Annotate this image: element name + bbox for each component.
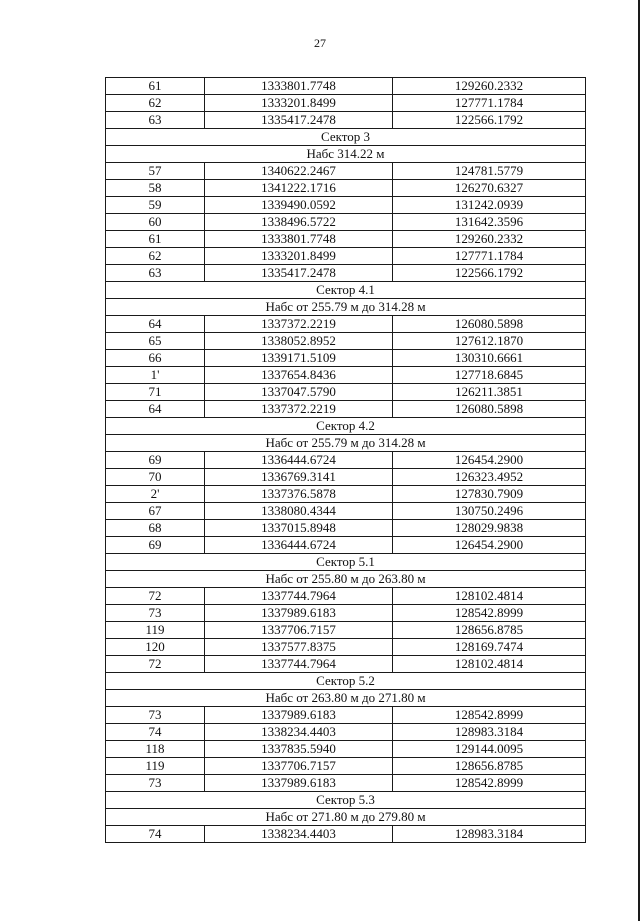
y-coordinate-cell: 127718.6845 xyxy=(393,367,586,384)
table-row xyxy=(106,78,586,95)
table-row xyxy=(106,503,586,520)
point-number-cell: 65 xyxy=(106,333,205,350)
point-number-cell: 69 xyxy=(106,537,205,554)
table-row xyxy=(106,163,586,180)
table-row xyxy=(106,605,586,622)
x-coordinate-cell: 1341222.1716 xyxy=(205,180,393,197)
y-coordinate-cell: 127771.1784 xyxy=(393,95,586,112)
sector-title: Сектор 5.2 xyxy=(106,673,586,690)
point-number-cell: 118 xyxy=(106,741,205,758)
point-number-cell: 68 xyxy=(106,520,205,537)
x-coordinate-cell: 1337577.8375 xyxy=(205,639,393,656)
x-coordinate-cell: 1337372.2219 xyxy=(205,316,393,333)
point-number-cell: 59 xyxy=(106,197,205,214)
x-coordinate-cell: 1335417.2478 xyxy=(205,112,393,129)
x-coordinate-cell: 1336769.3141 xyxy=(205,469,393,486)
y-coordinate-cell: 131642.3596 xyxy=(393,214,586,231)
point-number-cell: 2' xyxy=(106,486,205,503)
y-coordinate-cell: 126323.4952 xyxy=(393,469,586,486)
table-row xyxy=(106,248,586,265)
sector-title-row xyxy=(106,282,586,299)
sector-elevation: Набс от 255.80 м до 263.80 м xyxy=(106,571,586,588)
table-row xyxy=(106,741,586,758)
table-row xyxy=(106,724,586,741)
y-coordinate-cell: 128029.9838 xyxy=(393,520,586,537)
y-coordinate-cell: 131242.0939 xyxy=(393,197,586,214)
x-coordinate-cell: 1338080.4344 xyxy=(205,503,393,520)
y-coordinate-cell: 126211.3851 xyxy=(393,384,586,401)
table-row xyxy=(106,384,586,401)
sector-title: Сектор 3 xyxy=(106,129,586,146)
page-number: 27 xyxy=(314,36,326,50)
point-number-cell: 71 xyxy=(106,384,205,401)
table-row xyxy=(106,231,586,248)
table-row xyxy=(106,452,586,469)
y-coordinate-cell: 130750.2496 xyxy=(393,503,586,520)
y-coordinate-cell: 128542.8999 xyxy=(393,775,586,792)
table-row xyxy=(106,316,586,333)
table-row xyxy=(106,401,586,418)
point-number-cell: 63 xyxy=(106,112,205,129)
point-number-cell: 73 xyxy=(106,605,205,622)
x-coordinate-cell: 1340622.2467 xyxy=(205,163,393,180)
x-coordinate-cell: 1337372.2219 xyxy=(205,401,393,418)
x-coordinate-cell: 1337376.5878 xyxy=(205,486,393,503)
point-number-cell: 120 xyxy=(106,639,205,656)
sector-elevation: Набс от 271.80 м до 279.80 м xyxy=(106,809,586,826)
x-coordinate-cell: 1337989.6183 xyxy=(205,707,393,724)
sector-elevation-row xyxy=(106,571,586,588)
y-coordinate-cell: 128169.7474 xyxy=(393,639,586,656)
table-row xyxy=(106,826,586,843)
table-row xyxy=(106,350,586,367)
point-number-cell: 63 xyxy=(106,265,205,282)
table-row xyxy=(106,775,586,792)
sector-elevation: Набс от 255.79 м до 314.28 м xyxy=(106,299,586,316)
y-coordinate-cell: 127830.7909 xyxy=(393,486,586,503)
x-coordinate-cell: 1337989.6183 xyxy=(205,605,393,622)
point-number-cell: 73 xyxy=(106,707,205,724)
sector-elevation-row xyxy=(106,299,586,316)
x-coordinate-cell: 1333801.7748 xyxy=(205,231,393,248)
y-coordinate-cell: 127771.1784 xyxy=(393,248,586,265)
sector-title-row xyxy=(106,673,586,690)
y-coordinate-cell: 126454.2900 xyxy=(393,537,586,554)
point-number-cell: 67 xyxy=(106,503,205,520)
point-number-cell: 57 xyxy=(106,163,205,180)
point-number-cell: 64 xyxy=(106,401,205,418)
x-coordinate-cell: 1337744.7964 xyxy=(205,588,393,605)
point-number-cell: 119 xyxy=(106,622,205,639)
x-coordinate-cell: 1338052.8952 xyxy=(205,333,393,350)
point-number-cell: 119 xyxy=(106,758,205,775)
table-row xyxy=(106,265,586,282)
sector-elevation-row xyxy=(106,809,586,826)
sector-title: Сектор 4.2 xyxy=(106,418,586,435)
y-coordinate-cell: 128542.8999 xyxy=(393,707,586,724)
y-coordinate-cell: 126454.2900 xyxy=(393,452,586,469)
x-coordinate-cell: 1337047.5790 xyxy=(205,384,393,401)
x-coordinate-cell: 1333201.8499 xyxy=(205,248,393,265)
x-coordinate-cell: 1337989.6183 xyxy=(205,775,393,792)
x-coordinate-cell: 1337015.8948 xyxy=(205,520,393,537)
table-row xyxy=(106,469,586,486)
x-coordinate-cell: 1337654.8436 xyxy=(205,367,393,384)
point-number-cell: 58 xyxy=(106,180,205,197)
point-number-cell: 61 xyxy=(106,231,205,248)
x-coordinate-cell: 1338234.4403 xyxy=(205,826,393,843)
table-row xyxy=(106,95,586,112)
coordinates-table xyxy=(105,77,586,843)
table-row xyxy=(106,758,586,775)
table-row xyxy=(106,367,586,384)
point-number-cell: 72 xyxy=(106,656,205,673)
sector-elevation: Набс от 263.80 м до 271.80 м xyxy=(106,690,586,707)
y-coordinate-cell: 128656.8785 xyxy=(393,622,586,639)
y-coordinate-cell: 124781.5779 xyxy=(393,163,586,180)
point-number-cell: 1' xyxy=(106,367,205,384)
x-coordinate-cell: 1338496.5722 xyxy=(205,214,393,231)
sector-title: Сектор 4.1 xyxy=(106,282,586,299)
y-coordinate-cell: 122566.1792 xyxy=(393,265,586,282)
table-row xyxy=(106,656,586,673)
table-row xyxy=(106,707,586,724)
table-row xyxy=(106,112,586,129)
y-coordinate-cell: 126080.5898 xyxy=(393,401,586,418)
table-row xyxy=(106,622,586,639)
point-number-cell: 74 xyxy=(106,826,205,843)
point-number-cell: 60 xyxy=(106,214,205,231)
sector-title-row xyxy=(106,129,586,146)
table-row xyxy=(106,520,586,537)
point-number-cell: 64 xyxy=(106,316,205,333)
x-coordinate-cell: 1339490.0592 xyxy=(205,197,393,214)
x-coordinate-cell: 1339171.5109 xyxy=(205,350,393,367)
x-coordinate-cell: 1337744.7964 xyxy=(205,656,393,673)
point-number-cell: 70 xyxy=(106,469,205,486)
point-number-cell: 69 xyxy=(106,452,205,469)
table-row xyxy=(106,180,586,197)
point-number-cell: 74 xyxy=(106,724,205,741)
x-coordinate-cell: 1336444.6724 xyxy=(205,452,393,469)
y-coordinate-cell: 129260.2332 xyxy=(393,78,586,95)
sector-elevation-row xyxy=(106,690,586,707)
point-number-cell: 62 xyxy=(106,248,205,265)
point-number-cell: 73 xyxy=(106,775,205,792)
sector-elevation: Набс от 255.79 м до 314.28 м xyxy=(106,435,586,452)
table-row xyxy=(106,197,586,214)
point-number-cell: 61 xyxy=(106,78,205,95)
y-coordinate-cell: 122566.1792 xyxy=(393,112,586,129)
point-number-cell: 72 xyxy=(106,588,205,605)
table-row xyxy=(106,639,586,656)
y-coordinate-cell: 127612.1870 xyxy=(393,333,586,350)
y-coordinate-cell: 128983.3184 xyxy=(393,724,586,741)
x-coordinate-cell: 1338234.4403 xyxy=(205,724,393,741)
sector-title-row xyxy=(106,792,586,809)
x-coordinate-cell: 1337706.7157 xyxy=(205,622,393,639)
sector-title: Сектор 5.1 xyxy=(106,554,586,571)
table-row xyxy=(106,486,586,503)
sector-title-row xyxy=(106,554,586,571)
table-row xyxy=(106,214,586,231)
sector-title-row xyxy=(106,418,586,435)
y-coordinate-cell: 126270.6327 xyxy=(393,180,586,197)
y-coordinate-cell: 126080.5898 xyxy=(393,316,586,333)
point-number-cell: 62 xyxy=(106,95,205,112)
y-coordinate-cell: 128102.4814 xyxy=(393,656,586,673)
y-coordinate-cell: 128983.3184 xyxy=(393,826,586,843)
coordinates-table-body xyxy=(106,78,586,843)
x-coordinate-cell: 1333801.7748 xyxy=(205,78,393,95)
table-row xyxy=(106,588,586,605)
y-coordinate-cell: 128656.8785 xyxy=(393,758,586,775)
sector-title: Сектор 5.3 xyxy=(106,792,586,809)
table-row xyxy=(106,333,586,350)
y-coordinate-cell: 129144.0095 xyxy=(393,741,586,758)
x-coordinate-cell: 1336444.6724 xyxy=(205,537,393,554)
y-coordinate-cell: 128542.8999 xyxy=(393,605,586,622)
x-coordinate-cell: 1337706.7157 xyxy=(205,758,393,775)
y-coordinate-cell: 129260.2332 xyxy=(393,231,586,248)
sector-elevation: Набс 314.22 м xyxy=(106,146,586,163)
sector-elevation-row xyxy=(106,146,586,163)
point-number-cell: 66 xyxy=(106,350,205,367)
y-coordinate-cell: 128102.4814 xyxy=(393,588,586,605)
table-row xyxy=(106,537,586,554)
sector-elevation-row xyxy=(106,435,586,452)
x-coordinate-cell: 1335417.2478 xyxy=(205,265,393,282)
y-coordinate-cell: 130310.6661 xyxy=(393,350,586,367)
x-coordinate-cell: 1337835.5940 xyxy=(205,741,393,758)
x-coordinate-cell: 1333201.8499 xyxy=(205,95,393,112)
